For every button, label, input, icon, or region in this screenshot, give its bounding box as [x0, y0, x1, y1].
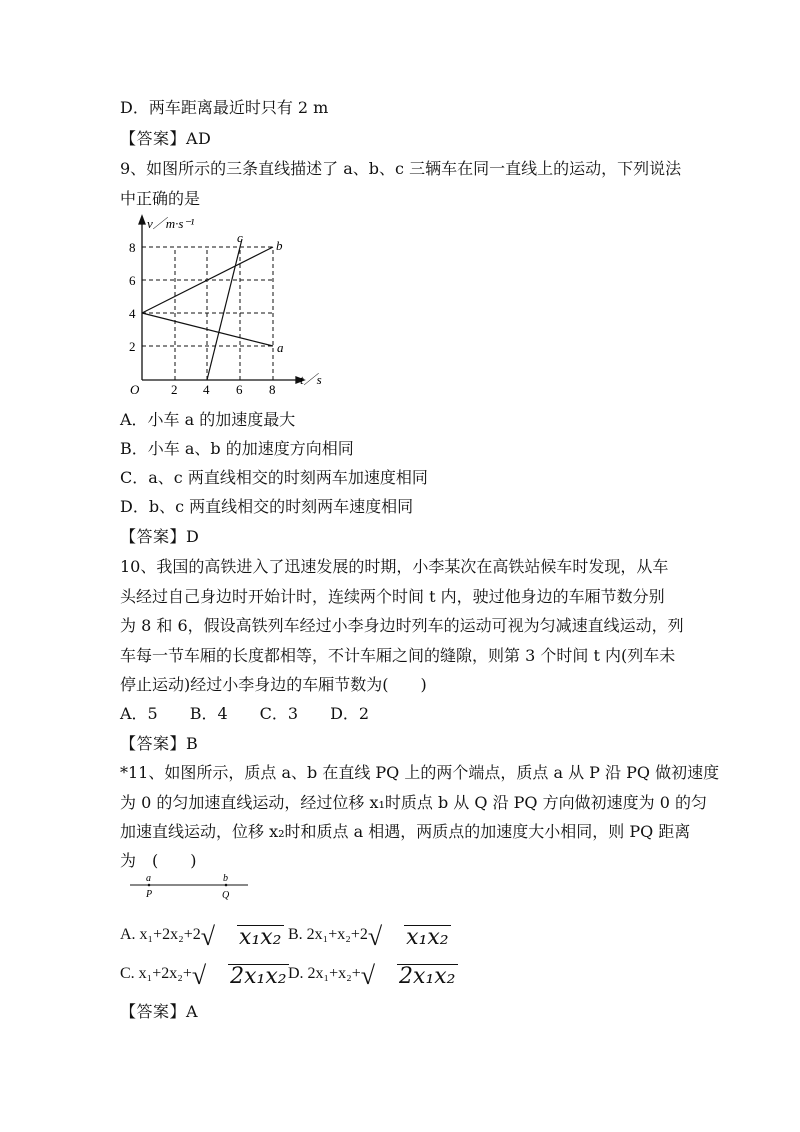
origin-label: O: [130, 382, 140, 397]
line-label-b: b: [276, 238, 283, 253]
y-axis-arrow: [139, 216, 145, 224]
x-tick-8: 8: [269, 382, 276, 397]
q11-line4: 为 ( ): [120, 851, 197, 870]
x-axis-label: t／s: [300, 372, 322, 387]
line-label-c: c: [237, 230, 243, 245]
q9-option-c: C．a、c 两直线相交的时刻两车加速度相同: [120, 468, 428, 487]
q8-answer: 【答案】AD: [120, 129, 212, 148]
q9-option-a: A．小车 a 的加速度最大: [120, 410, 296, 429]
q9-stem-line2: 中正确的是: [120, 189, 201, 208]
label-q: Q: [222, 890, 230, 901]
q11-line1: *11、如图所示，质点 a、b 在直线 PQ 上的两个端点，质点 a 从 P 沿 PQ 做初速度: [120, 763, 720, 782]
point-b: [225, 884, 228, 887]
y-axis-label: v／m·s⁻¹: [147, 216, 195, 231]
q9-option-d: D．b、c 两直线相交的时刻两车速度相同: [120, 497, 414, 516]
q10-line1: 10、我国的高铁进入了迅速发展的时期，小李某次在高铁站候车时发现，从车: [120, 557, 669, 576]
line-label-a: a: [277, 340, 284, 355]
q10-line3: 为 8 和 6，假设高铁列车经过小李身边时列车的运动可视为匀减速直线运动，列: [120, 616, 684, 635]
q10-line5: 停止运动)经过小李身边的车厢节数为( ): [120, 675, 427, 694]
q11-line2: 为 0 的匀加速直线运动，经过位移 x₁时质点 b 从 Q 沿 PQ 方向做初速度为 0 的匀: [120, 793, 707, 812]
line-c: [207, 239, 242, 380]
q11-option-c: C. x₁+2x₂+ √ 2x₁x₂: [120, 961, 287, 990]
q11-option-a: A. x₁+2x₂+2 √ x₁x₂: [120, 922, 282, 951]
q11-line3: 加速直线运动，位移 x₂时和质点 a 相遇，两质点的加速度大小相同，则 PQ 距离: [120, 822, 691, 841]
x-tick-6: 6: [236, 382, 243, 397]
q10-line2: 头经过自己身边时开始计时，连续两个时间 t 内，驶过他身边的车厢节数分别: [120, 587, 665, 606]
q9-stem-line1: 9、如图所示的三条直线描述了 a、b、c 三辆车在同一直线上的运动，下列说法: [120, 159, 682, 178]
q10-answer: 【答案】B: [120, 734, 199, 753]
q8-option-d: D．两车距离最近时只有 2 m: [120, 98, 329, 117]
x-tick-2: 2: [171, 382, 178, 397]
q11-option-d: D. 2x₁+x₂+ √ 2x₁x₂: [288, 961, 456, 990]
label-p: P: [146, 889, 153, 900]
line-b: [142, 247, 273, 313]
q9-velocity-time-graph: [120, 212, 340, 397]
q11-answer: 【答案】A: [120, 1002, 199, 1021]
label-a: a: [146, 873, 151, 884]
q10-line4: 车每一节车厢的长度都相等，不计车厢之间的缝隙，则第 3 个时间 t 内(列车未: [120, 646, 676, 665]
y-tick-4: 4: [129, 306, 136, 321]
q10-options: A．5 B．4 C．3 D．2: [120, 704, 370, 723]
y-tick-8: 8: [129, 240, 136, 255]
label-b: b: [223, 873, 228, 884]
q11-option-b: B. 2x₁+x₂+2 √ x₁x₂: [288, 922, 449, 951]
q11-line-pq-figure: [128, 870, 258, 904]
x-tick-4: 4: [203, 382, 210, 397]
q9-answer: 【答案】D: [120, 527, 200, 546]
point-a: [148, 884, 151, 887]
y-tick-6: 6: [129, 273, 136, 288]
y-tick-2: 2: [129, 339, 136, 354]
q9-option-b: B．小车 a、b 的加速度方向相同: [120, 439, 354, 458]
